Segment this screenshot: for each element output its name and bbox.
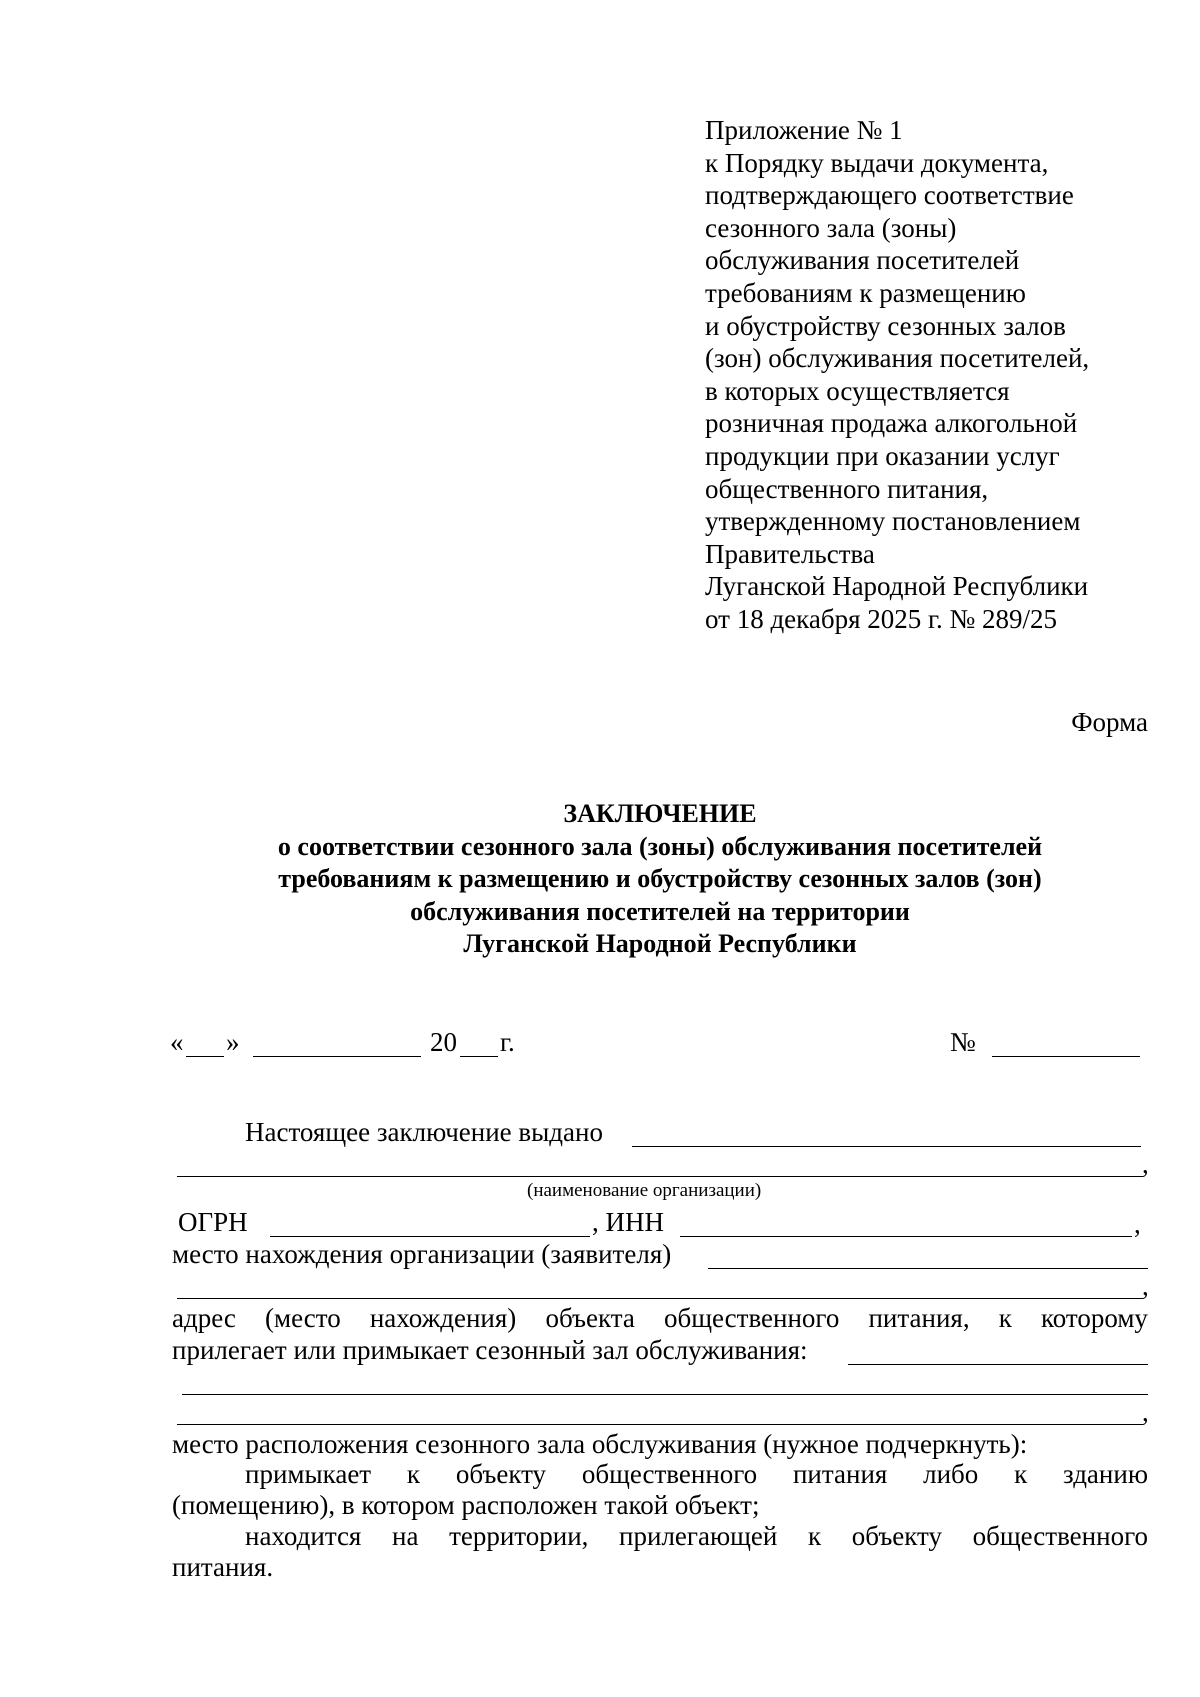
placement-label: место расположения сезонного зала обслуживания (нужное подчеркнуть):	[172, 1429, 1028, 1459]
comma: ,	[1142, 1271, 1149, 1301]
month-field[interactable]	[253, 1056, 421, 1057]
title-sub-line: о соответствии сезонного зала (зоны) обслуживания посетителей	[277, 831, 1043, 861]
ogrn-field[interactable]	[270, 1236, 590, 1237]
address-field-continued[interactable]	[177, 1424, 1143, 1425]
appendix-line: требованиям к размещению	[705, 277, 1026, 308]
appendix-line: продукции при оказании услуг	[705, 440, 1060, 471]
document-title	[0, 798, 1200, 961]
title-sub-line: Луганской Народной Республики	[463, 929, 857, 959]
address-field-continued[interactable]	[182, 1394, 1148, 1395]
address-label-line: прилегает или примыкает сезонный зал обслуживания:	[172, 1335, 808, 1365]
comma: ,	[1142, 1397, 1149, 1427]
word: примыкает	[245, 1459, 372, 1489]
word: общественного	[581, 1459, 758, 1489]
word: общественного	[972, 1521, 1148, 1551]
year-suffix: г.	[500, 1027, 515, 1057]
organization-name-caption: (наименование организации)	[527, 1180, 762, 1201]
word: либо	[923, 1459, 979, 1489]
word: прилегающей	[619, 1521, 778, 1551]
appendix-line: в которых осуществляется	[705, 375, 1010, 406]
appendix-line: Приложение № 1	[705, 115, 903, 145]
appendix-line: сезонного зала (зоны)	[705, 212, 957, 243]
appendix-line: утвержденному постановлением	[705, 506, 1081, 537]
address-field[interactable]	[848, 1364, 1148, 1365]
word: которому	[1041, 1303, 1148, 1333]
inn-label: , ИНН	[592, 1207, 664, 1237]
location-field[interactable]	[708, 1268, 1148, 1269]
appendix-line: обслуживания посетителей	[705, 245, 1020, 276]
title-main: ЗАКЛЮЧЕНИЕ	[563, 799, 757, 828]
issued-to-field[interactable]	[632, 1146, 1141, 1147]
document-number-field[interactable]	[992, 1056, 1140, 1057]
date-open-quote: «	[170, 1027, 184, 1057]
location-field-continued[interactable]	[177, 1298, 1143, 1299]
word: территории,	[449, 1521, 589, 1551]
placement-option-adjacent-territory[interactable]	[245, 1520, 1148, 1552]
day-field[interactable]	[186, 1056, 224, 1057]
placement-option-adjoins-cont[interactable]: (помещению), в котором расположен такой объект;	[172, 1490, 760, 1520]
appendix-block	[705, 114, 1175, 636]
appendix-line: Луганской Народной Республики	[705, 571, 1089, 602]
word: к	[998, 1303, 1012, 1333]
word: (место	[265, 1303, 341, 1333]
year-prefix: 20	[430, 1027, 457, 1057]
title-sub-line: требованиям к размещению и обустройству сезонных залов (зон)	[278, 864, 1042, 894]
word: нахождения)	[369, 1303, 517, 1333]
address-label-line	[172, 1302, 1148, 1334]
location-label: место нахождения организации (заявителя)	[172, 1239, 672, 1269]
title-sub-line: обслуживания посетителей на территории	[410, 896, 910, 926]
appendix-line: подтверждающего соответствие	[705, 180, 1074, 211]
form-label: Форма	[1071, 707, 1148, 737]
word: к	[1014, 1459, 1028, 1489]
year-field[interactable]	[460, 1056, 498, 1057]
word: объекту	[455, 1459, 547, 1489]
date-close-quote: »	[226, 1027, 240, 1057]
appendix-line: Правительства	[705, 538, 875, 569]
appendix-line: к Порядку выдачи документа,	[705, 147, 1049, 178]
placement-option-adjacent-territory-cont[interactable]: питания.	[172, 1552, 274, 1582]
placement-option-adjoins[interactable]	[245, 1458, 1148, 1490]
word: объекта	[545, 1303, 635, 1333]
word: к	[808, 1521, 822, 1551]
appendix-line: и обустройству сезонных залов	[705, 310, 1066, 341]
word: общественного	[663, 1303, 840, 1333]
appendix-line: (зон) обслуживания посетителей,	[705, 343, 1090, 374]
word: объекту	[851, 1521, 942, 1551]
word: к	[406, 1459, 421, 1489]
appendix-line: общественного питания,	[705, 473, 989, 504]
word: адрес	[172, 1303, 236, 1333]
organization-name-field[interactable]	[177, 1176, 1143, 1177]
inn-field[interactable]	[680, 1236, 1132, 1237]
comma: ,	[1134, 1209, 1141, 1239]
number-sign: №	[950, 1027, 976, 1057]
word: на	[392, 1521, 419, 1551]
word: находится	[245, 1521, 362, 1551]
appendix-line: от 18 декабря 2025 г. № 289/25	[705, 603, 1058, 634]
ogrn-label: ОГРН	[178, 1207, 248, 1237]
word: питания	[792, 1459, 888, 1489]
appendix-line: розничная продажа алкогольной	[705, 408, 1078, 439]
word: питания,	[868, 1303, 970, 1333]
word: зданию	[1063, 1459, 1148, 1489]
issued-to-label: Настоящее заключение выдано	[245, 1117, 603, 1147]
comma: ,	[1142, 1149, 1149, 1179]
